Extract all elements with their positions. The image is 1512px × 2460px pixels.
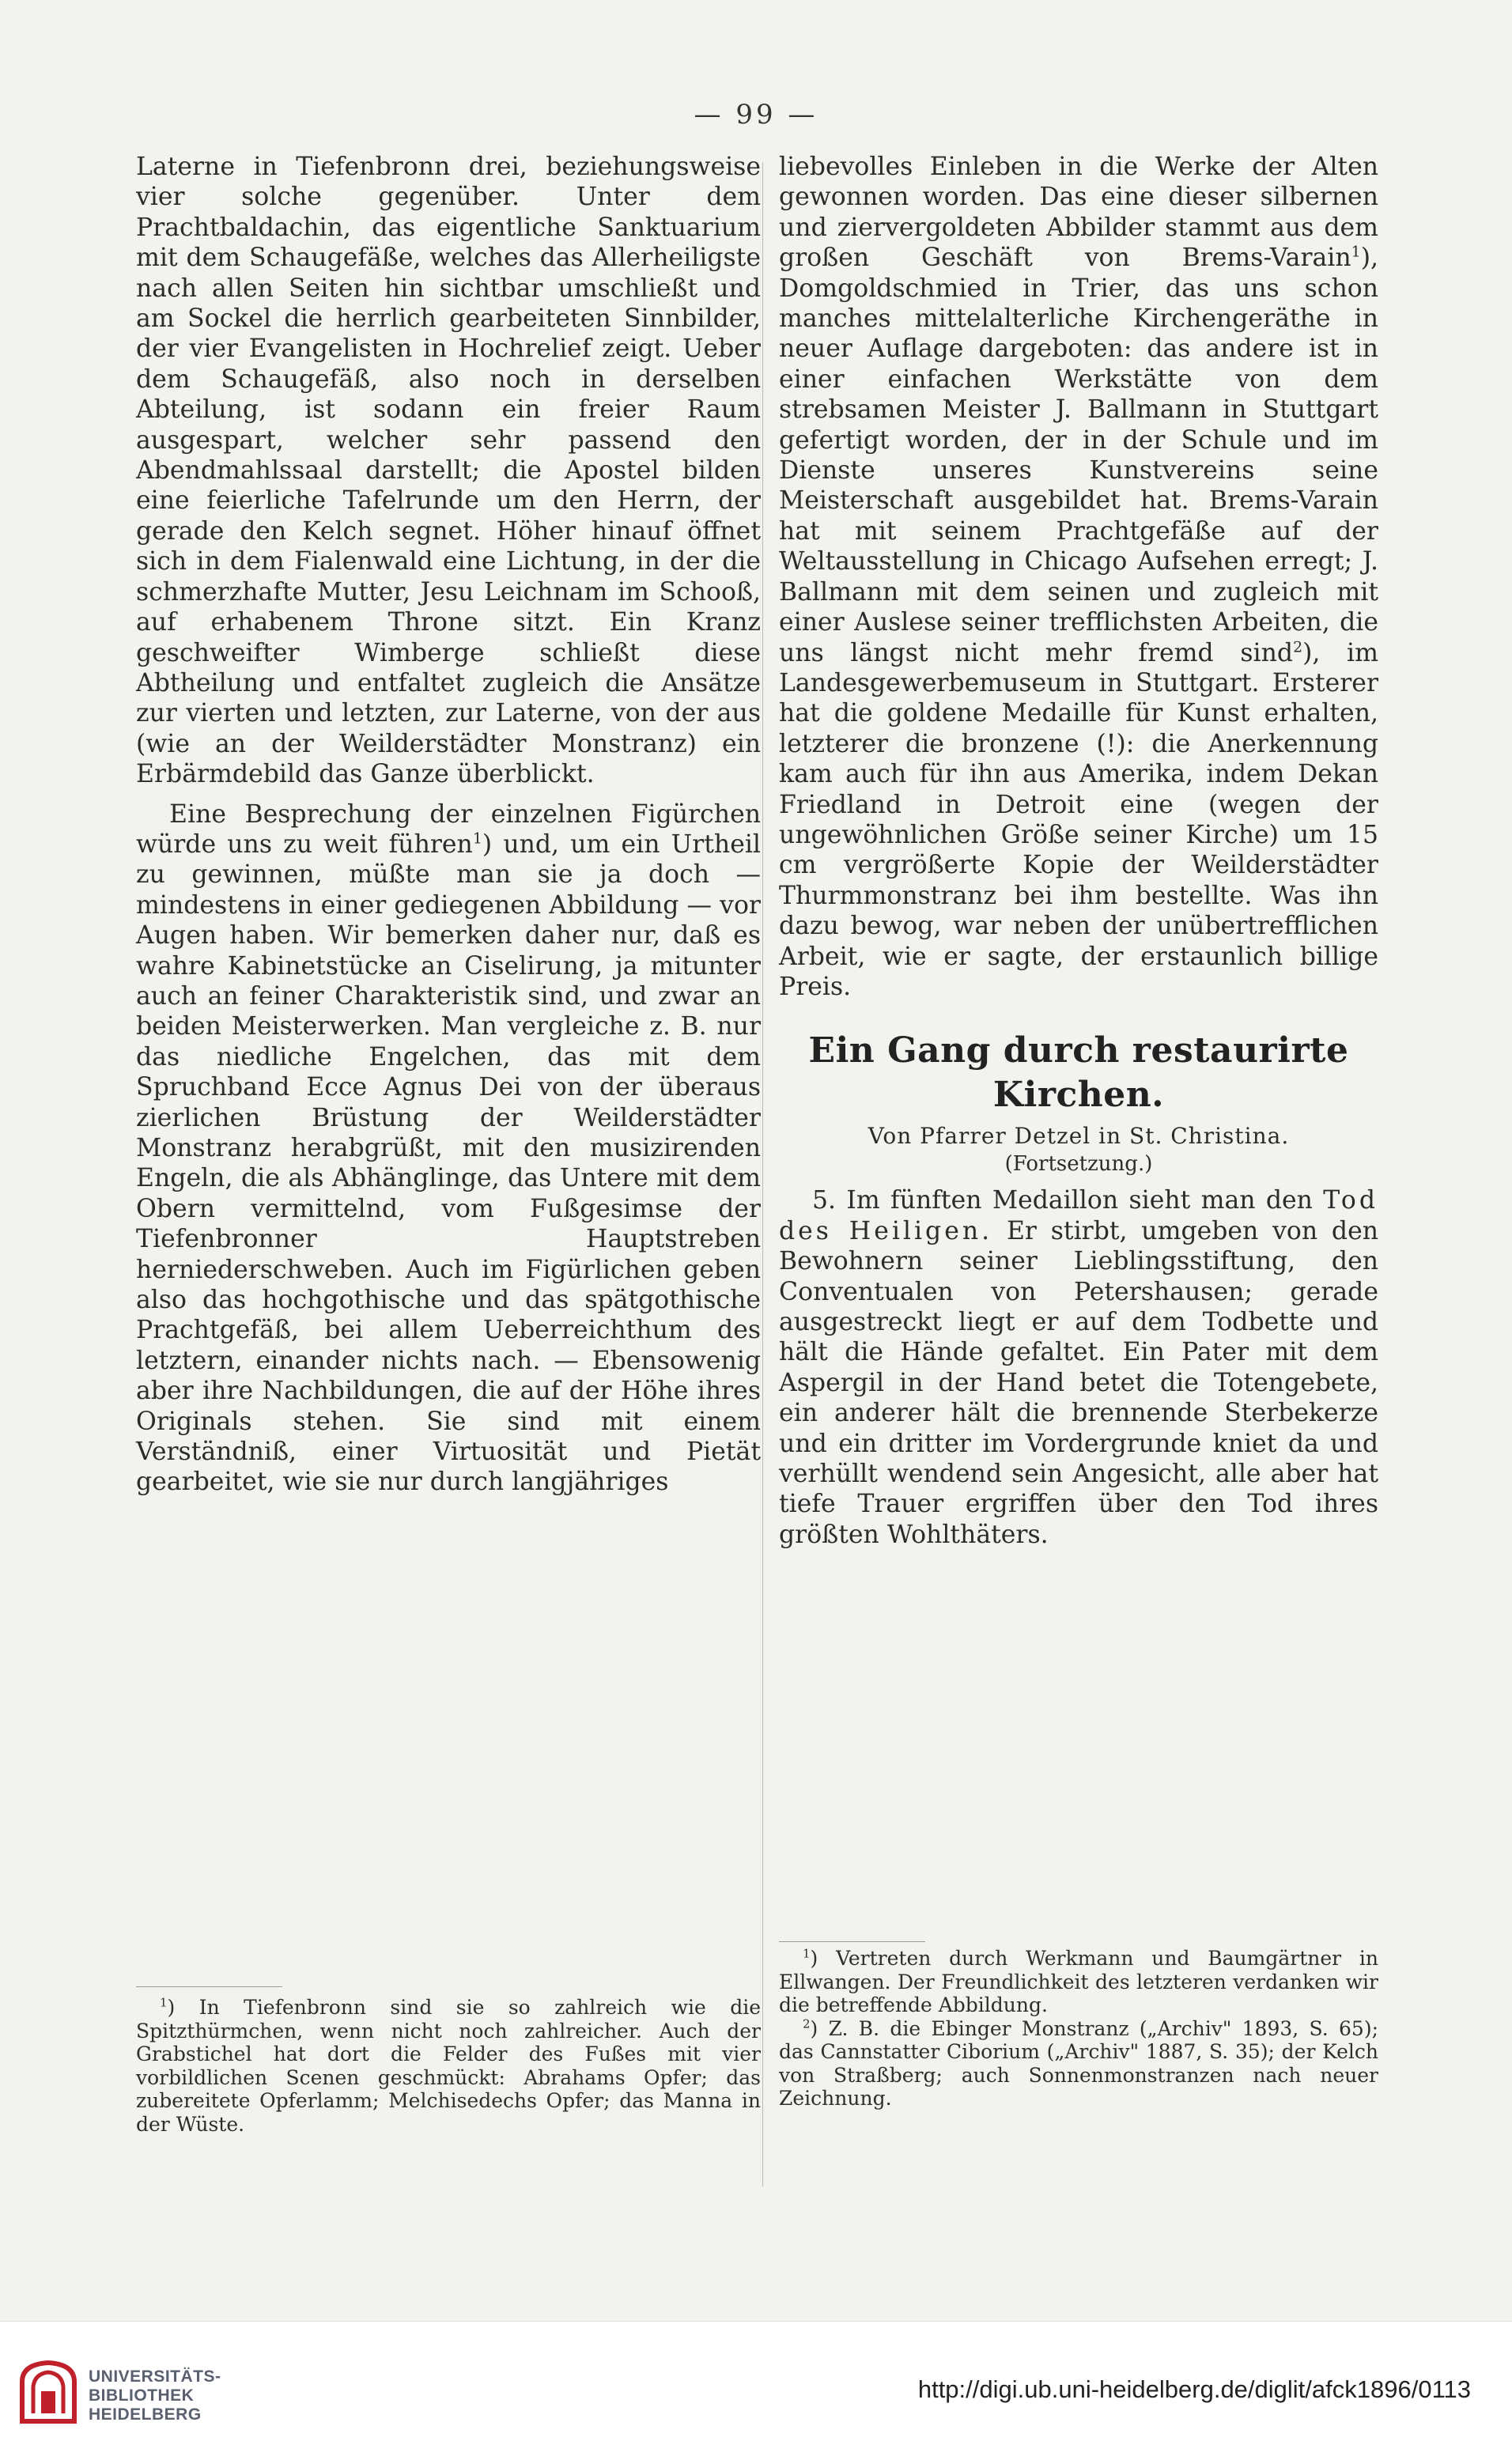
footer-bar [0, 2321, 1512, 2460]
section-heading: Ein Gang durch restaurirte Kirchen. [808, 1030, 1349, 1116]
right-footnote-2 [779, 2017, 1378, 2110]
footnote-rule-right [779, 1941, 925, 1942]
emphasized-phrase: Tod des Heiligen. [779, 1186, 1378, 1245]
library-name-line-1: UNIVERSITÄTS- [89, 2367, 221, 2386]
footnote-ref-1-right[interactable]: 1 [1351, 243, 1361, 261]
page-number: — 99 — [694, 99, 818, 130]
right-paragraph-2-text-b: Er stirbt, umgeben von den Bewohnern seiner Lieblingsstiftung, den Conventualen von Petershausen; gerade ausgestreckt liegt er auf dem Todbette und hält die Hände gefaltet. Ein Pater mit dem Aspergil in der Hand betet die Totengebete, ein anderer hält die brennende Sterbekerze und ein dritter im Vordergrunde kniet da und verhüllt wendend sein Angesicht, alle aber hat tiefe Trauer ergriffen über den Tod ihres größten Wohlthäters. [779, 1216, 1378, 1549]
footnote-marker: 1 [803, 1946, 811, 1961]
right-footnotes [779, 1947, 1378, 2110]
column-divider [762, 162, 763, 2186]
continuation-note: (Fortsetzung.) [1004, 1152, 1153, 1177]
footnote-text: ) In Tiefenbronn sind sie so zahlreich wie die Spitzthürmchen, wenn nicht noch zahlreicher. Auch der Grabstichel hat dort die Felder des Fußes mit vier vorbildlichen Scenen geschmückt: Abrahams Opfer; das zubereitete Opferlamm; Melchisedechs Opfer; das Manna in der Wüste. [136, 1996, 761, 2136]
left-paragraph-2-text-b: ) und, um ein Urtheil zu gewinnen, müßte man sie ja doch — mindestens in einer gediegenen Abbildung — vor Augen haben. Wir bemerken daher nur, daß es wahre Kabinetstücke an Ciselirung, ja mitunter auch an feiner Charakteristik sind, und zwar an beiden Meisterwerken. Man vergleiche z. B. nur das niedliche Engelchen, das mit dem Spruchband [136, 829, 761, 1102]
library-name [89, 2367, 221, 2424]
right-paragraph-2 [779, 1185, 1378, 1550]
left-column [136, 152, 761, 1498]
left-footnotes [136, 1996, 761, 2136]
right-column [779, 152, 1378, 1550]
footnote-marker: 1 [160, 1995, 168, 2010]
right-paragraph-1-text-a: liebevolles Einleben in die Werke der Alten gewonnen worden. Das eine dieser silbernen und ziervergoldeten Abbilder stammt aus dem großen Geschäft von Brems-Varain [779, 153, 1378, 273]
footnote-ref-1[interactable]: 1 [472, 829, 482, 848]
footnote-text: ) Vertreten durch Werkmann und Baumgärtner in Ellwangen. Der Freundlichkeit des letzteren verdanken wir die betreffende Abbildung. [779, 1947, 1378, 2016]
right-footnote-1 [779, 1947, 1378, 2017]
footnote-text: ) Z. B. die Ebinger Monstranz („Archiv" 1893, S. 65); das Cannstatter Ciborium („Archiv" 1887, S. 35); der Kelch von Straßberg; auch Sonnenmonstranzen nach neuer Zeichnung. [779, 2016, 1378, 2110]
library-name-line-3: HEIDELBERG [89, 2405, 202, 2424]
footnote-rule-left [136, 1986, 282, 1987]
right-paragraph-1-text-c: ), im Landesgewerbemuseum in Stuttgart. Ersterer hat die goldene Medaille für Kunst erhalten, letzterer die bronzene (!): die Anerkennung kam auch für ihn aus Amerika, indem Dekan Friedland in Detroit eine (wegen der ungewöhnlichen Größe seiner Kirche) um 15 cm vergrößerte Kopie der Weilderstädter Thurmmonstranz bei ihm bestellte. Was ihn dazu bewog, war neben der unübertrefflichen Arbeit, wie er sagte, der erstaunlich billige Preis. [779, 638, 1378, 1001]
left-footnote-1 [136, 1996, 761, 2136]
left-paragraph-1: Laterne in Tiefenbronn drei, beziehungsweise vier solche gegenüber. Unter dem Prachtbaldachin, das eigentliche Sanktuarium mit dem Schaugefäße, welches das Allerheiligste nach allen Seiten hin sichtbar umschließt und am Sockel die herrlich gearbeiteten Sinnbilder, der vier Evangelisten in Hochrelief zeigt. Ueber dem Schaugefäß, also noch in derselben Abteilung, ist sodann ein freier Raum ausgespart, welcher sehr passend den Abendmahlssaal darstellt; die Apostel bilden eine feierliche Tafelrunde um den Herrn, der gerade den Kelch segnet. Höher hinauf öffnet sich in dem Fialenwald eine Lichtung, in der die schmerzhafte Mutter, Jesu Leichnam im Schooß, auf erhabenem Throne sitzt. Ein Kranz geschweifter Wimberge schließt diese Abtheilung und entfaltet zugleich die Ansätze zur vierten und letzten, zur Laterne, von der aus (wie an der Weilderstädter Monstranz) ein Erbärmdebild das Ganze überblickt. [136, 153, 761, 789]
library-name-line-2: BIBLIOTHEK [89, 2386, 195, 2405]
footnote-marker: 2 [803, 2016, 811, 2031]
left-paragraph-2-text-c: von der überaus zierlichen Brüstung der Weilderstädter Monstranz herabgrüßt, mit den musizirenden Engeln, die als Abhänglinge, das Untere mit dem Obern vermittelnd, vom Fußgesimse der Tiefenbronner Hauptstreben herniederschweben. Auch im Figürlichen geben also das hochgothische und das spätgothische Prachtgefäß, bei allem Ueberreichthum des letztern, einander nichts nach. — Ebensowenig aber ihre Nachbildungen, die auf der Höhe ihres Originals stehen. Sie sind mit einem Verständniß, einer Virtuosität und Pietät gearbeitet, wie sie nur durch langjähriges [136, 1073, 762, 1497]
left-paragraph-2 [136, 799, 761, 1498]
permalink-url[interactable]: http://digi.ub.uni-heidelberg.de/diglit/afck1896/0113 [917, 2375, 1471, 2403]
latin-inscription: Ecce Agnus Dei [306, 1073, 522, 1102]
right-paragraph-1-text-b: ), Domgoldschmied in Trier, das uns schon manches mittelalterliche Kirchengeräthe in neuer Auflage dargeboten: das andere ist in einer einfachen Werkstätte von dem strebsamen Meister J. Ballmann in Stuttgart gefertigt worden, der in der Schule und im Dienste unseres Kunstvereins seine Meisterschaft ausgebildet hat. Brems-Varain hat mit seinem Prachtgefäße auf der Weltausstellung in Chicago Aufsehen erregt; J. Ballmann mit dem seinen und zugleich mit einer Auslese seiner trefflichsten Arbeiten, die uns längst nicht mehr fremd sind [779, 244, 1378, 667]
left-paragraph-2-text-a: Eine Besprechung der einzelnen Figürchen würde uns zu weit führen [136, 799, 761, 859]
university-seal-icon[interactable] [14, 2358, 82, 2426]
author-byline: Von Pfarrer Detzel in St. Christina. [868, 1123, 1290, 1150]
footnote-ref-2-right[interactable]: 2 [1293, 638, 1303, 656]
right-paragraph-2-text-a: 5. Im fünften Medaillon sieht man den [812, 1186, 1313, 1215]
right-paragraph-1 [779, 152, 1378, 1002]
